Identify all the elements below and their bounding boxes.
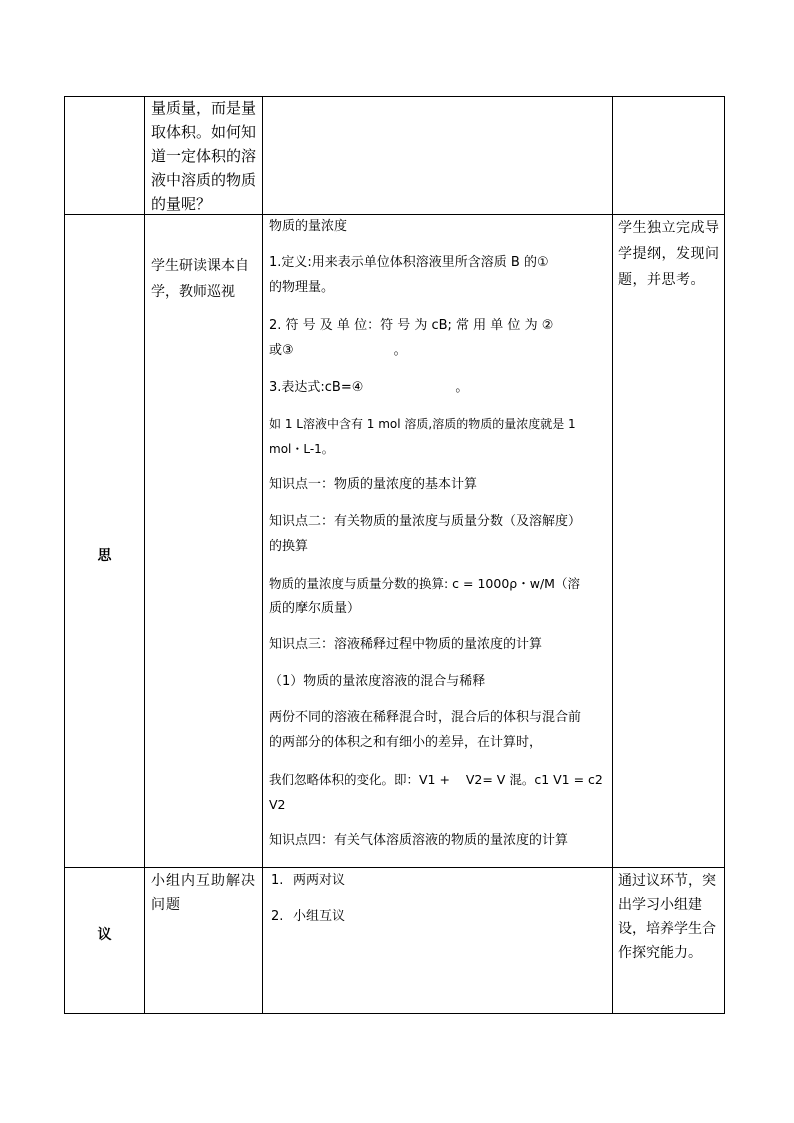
yi-stage-label: 议 <box>97 927 112 943</box>
si-activity-text: 学生研读课本自学，教师巡视 <box>151 258 249 300</box>
yi-item-1-text: 两两对议 <box>293 873 346 888</box>
knowledge-point-4: 知识点四：有关气体溶质溶液的物质的量浓度的计算 <box>269 833 569 848</box>
symbol-unit-prefix: 或③ <box>269 343 294 358</box>
definition-line-2: 的物理量。 <box>269 280 335 295</box>
expression-end: 。 <box>455 380 469 395</box>
example-line-2: mol・L-1。 <box>269 442 334 456</box>
knowledge-point-2-line-1: 知识点二：有关物质的量浓度与质量分数（及溶解度） <box>269 514 582 529</box>
yi-activity-text: 小组内互助解决问题 <box>151 873 256 913</box>
symbol-unit-end: 。 <box>393 343 407 358</box>
volume-ignore-line-1: 我们忽略体积的变化。即：V1 + V2= V 混。c1 V1 = c2 <box>269 772 603 787</box>
table-border-bottom <box>64 1013 725 1014</box>
top-activity-text: 量质量，而是量取体积。如何知道一定体积的溶液中溶质的物质的量呢？ <box>151 99 257 213</box>
knowledge-point-3: 知识点三：溶液稀释过程中物质的量浓度的计算 <box>269 637 543 652</box>
col-divider-3 <box>612 96 613 1013</box>
mixing-subheading: （1）物质的量浓度溶液的混合与稀释 <box>269 674 486 689</box>
example-line-1: 如 1 L溶液中含有 1 mol 溶质,溶质的物质的量浓度就是 1 <box>269 417 576 431</box>
knowledge-point-2-line-2: 的换算 <box>269 539 309 554</box>
si-stage-label: 思 <box>97 548 112 564</box>
conversion-formula-line-1: 物质的量浓度与质量分数的换算: c = 1000ρ・w/M（溶 <box>269 576 580 591</box>
expression-prefix: 3.表达式:cB=④ <box>269 380 364 395</box>
expression-line <box>269 376 468 400</box>
table-border-right <box>724 96 725 1013</box>
yi-item-2-text: 小组互议 <box>293 909 346 924</box>
symbol-unit-line-1: 2. 符 号 及 单 位：符 号 为 cB; 常 用 单 位 为 ② <box>269 318 554 333</box>
mixing-text-line-1: 两份不同的溶液在稀释混合时，混合后的体积与混合前 <box>269 710 582 725</box>
definition-line-1: 1.定义:用来表示单位体积溶液里所含溶质 B 的① <box>269 255 549 270</box>
si-intent-text: 学生独立完成导学提纲，发现问题，并思考。 <box>618 220 720 288</box>
content-title: 物质的量浓度 <box>269 219 348 234</box>
knowledge-point-1: 知识点一：物质的量浓度的基本计算 <box>269 477 478 492</box>
yi-item-2 <box>271 905 345 929</box>
symbol-unit-line-2 <box>269 339 407 363</box>
yi-item-1 <box>271 869 345 893</box>
volume-ignore-line-2: V2 <box>269 797 286 812</box>
conversion-formula-line-2: 质的摩尔质量） <box>269 601 361 616</box>
yi-item-2-number: 2. <box>271 909 284 924</box>
yi-item-1-number: 1. <box>271 873 284 888</box>
mixing-text-line-2: 的两部分的体积之和有细小的差异，在计算时， <box>269 735 543 750</box>
yi-intent-text: 通过议环节，突出学习小组建设，培养学生合作探究能力。 <box>618 873 716 961</box>
row-divider-2 <box>64 867 724 868</box>
